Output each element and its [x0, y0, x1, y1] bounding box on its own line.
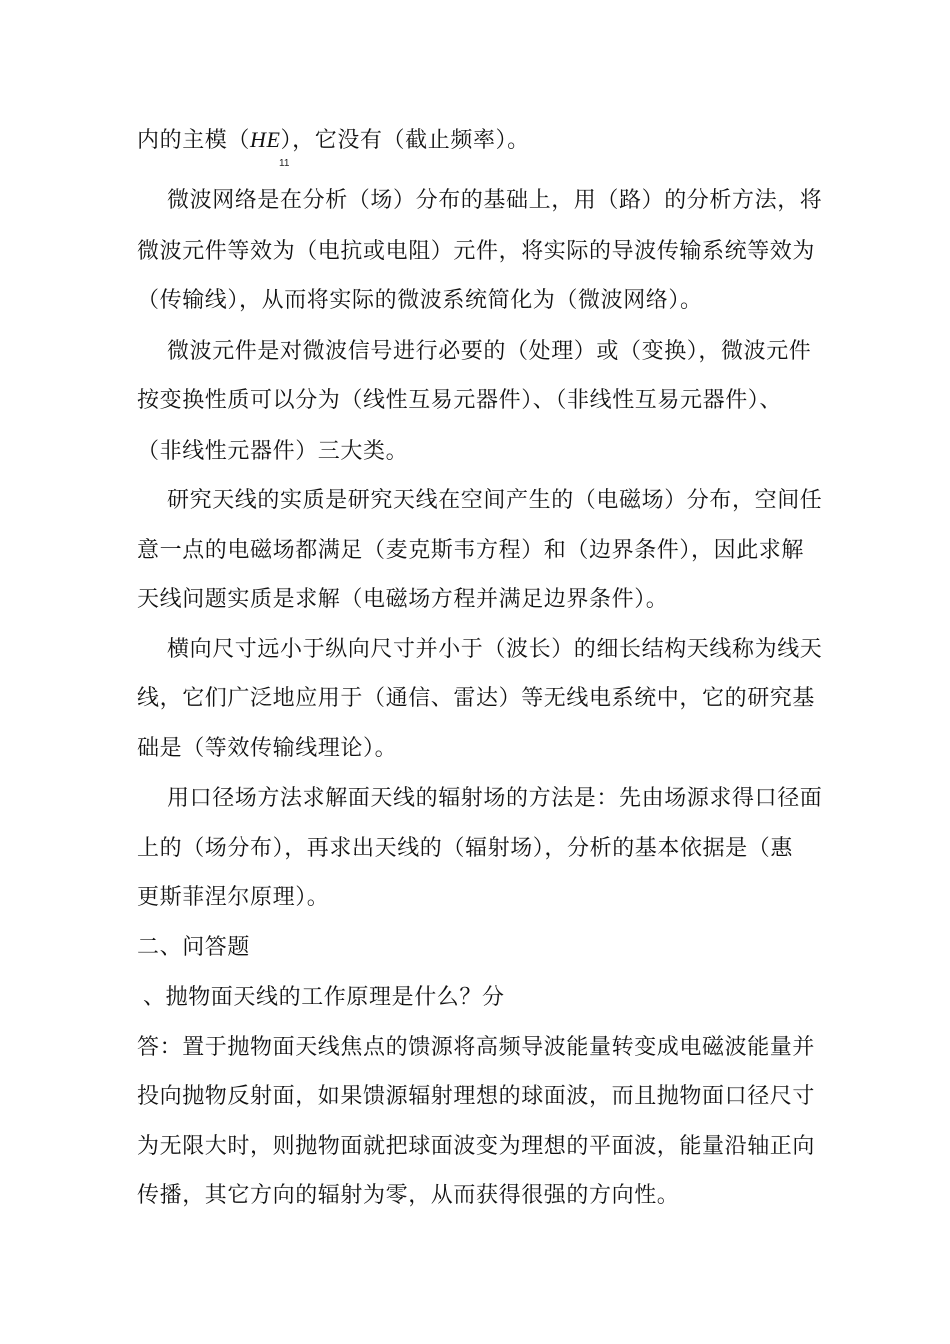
paragraph-line: 微波元件等效为（电抗或电阻）元件，将实际的导波传输系统等效为 [137, 239, 816, 264]
answer-line: 投向抛物反射面，如果馈源辐射理想的球面波，而且抛物面口径尺寸 [137, 1084, 816, 1109]
paragraph-line: 天线问题实质是求解（电磁场方程并满足边界条件）。 [137, 587, 669, 612]
paragraph-line: 意一点的电磁场都满足（麦克斯韦方程）和（边界条件），因此求解 [137, 538, 805, 563]
paragraph-line: 础是（等效传输线理论）。 [137, 736, 398, 761]
paragraph-line: 横向尺寸远小于纵向尺寸并小于（波长）的细长结构天线称为线天 [167, 637, 823, 662]
paragraph-line: 微波网络是在分析（场）分布的基础上，用（路）的分析方法，将 [167, 188, 823, 213]
section-heading: 二、问答题 [137, 935, 251, 960]
answer-line: 为无限大时，则抛物面就把球面波变为理想的平面波，能量沿轴正向 [137, 1134, 816, 1159]
mode-symbol: HE [250, 127, 281, 152]
paragraph-line: 用口径场方法求解面天线的辐射场的方法是：先由场源求得口径面 [167, 786, 823, 811]
paragraph-line: 线，它们广泛地应用于（通信、雷达）等无线电系统中，它的研究基 [137, 686, 816, 711]
first-line-before: 内的主模（ [137, 128, 251, 153]
mode-subscript: 11 [279, 158, 290, 169]
paragraph-line: （传输线），从而将实际的微波系统简化为（微波网络）。 [137, 288, 703, 313]
first-line [137, 125, 827, 156]
first-line-after: ），它没有（截止频率）。 [280, 128, 530, 153]
paragraph-line: 按变换性质可以分为（线性互易元器件）、（非线性互易元器件）、 [137, 388, 783, 413]
paragraph-line: 研究天线的实质是研究天线在空间产生的（电磁场）分布，空间任 [167, 488, 823, 513]
paragraph-line: （非线性元器件）三大类。 [137, 439, 409, 464]
paragraph-line: 更斯菲涅尔原理）。 [137, 885, 330, 910]
question-text: 、抛物面天线的工作原理是什么？分 [143, 985, 505, 1010]
paragraph-line: 微波元件是对微波信号进行必要的（处理）或（变换），微波元件 [167, 339, 812, 364]
answer-line: 答：置于抛物面天线焦点的馈源将高频导波能量转变成电磁波能量并 [137, 1035, 816, 1060]
answer-line: 传播，其它方向的辐射为零，从而获得很强的方向性。 [137, 1183, 680, 1208]
paragraph-line: 上的（场分布），再求出天线的（辐射场），分析的基本依据是（惠 [137, 836, 794, 861]
